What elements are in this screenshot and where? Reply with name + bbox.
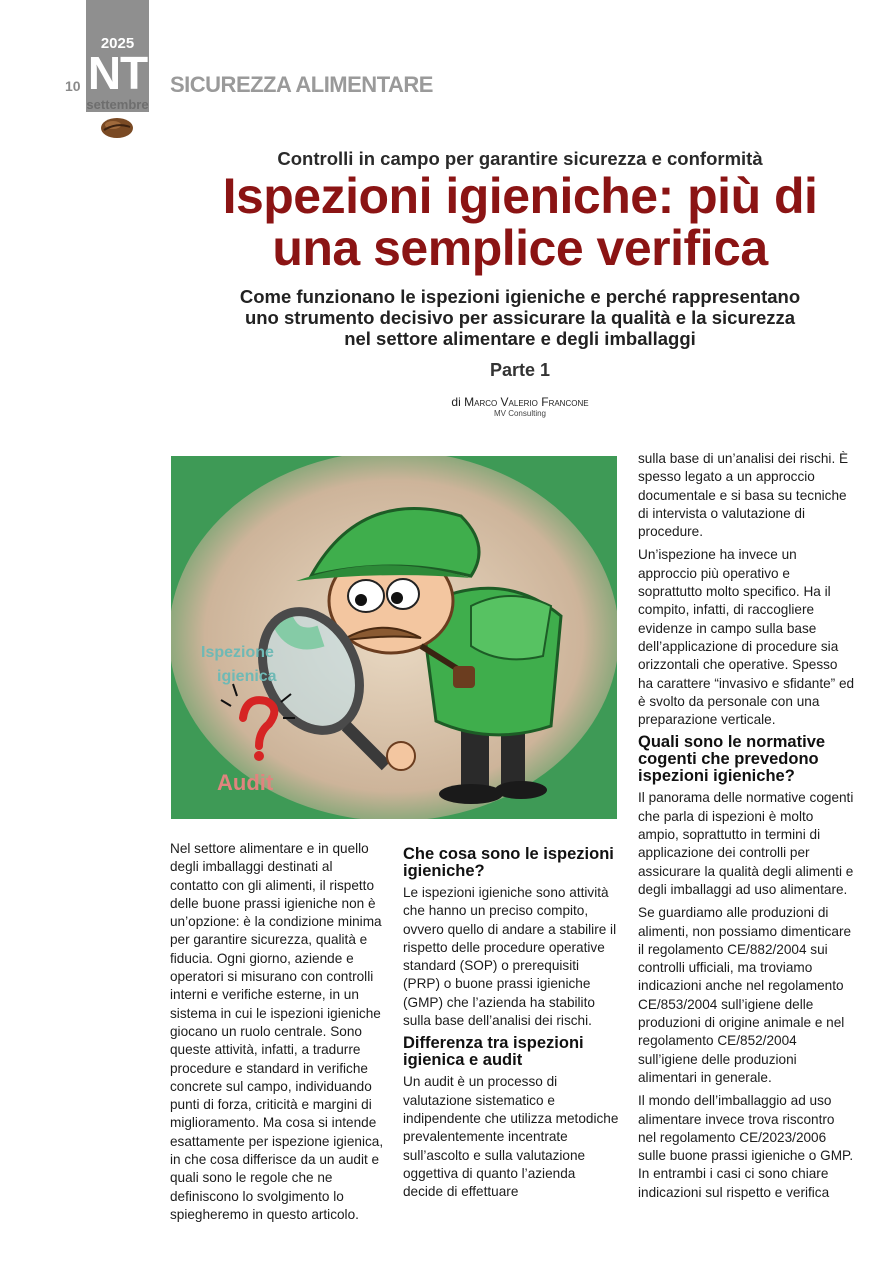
illustration-label-audit: Audit xyxy=(217,770,274,795)
paragraph: Se guardiamo alle produzioni di alimenti, non possiamo dimenticare il regolamento CE/882/2004 sui controlli ufficiali, ma troviamo indicazioni anche nel regolamento CE/853/2004 sull’igiene delle produzioni di origine animale e nel regolamento CE/852/2004 sull’igiene delle produzioni alimentari in generale. xyxy=(638,905,852,1085)
subtitle-line-2: uno strumento decisivo per assicurare la qualità e la sicurezza xyxy=(244,307,796,328)
detective-icon xyxy=(171,456,617,819)
paragraph: Il panorama delle normative cogenti che parla di ispezioni è molto ampio, soprattutto in termini di applicazione dei controlli per assicurare la qualità degli alimenti e degli imballaggi ad uso alimentare. xyxy=(638,790,854,897)
author-prefix: di xyxy=(451,395,461,409)
article-part: Parte 1 xyxy=(489,360,551,380)
illustration-label-hygienic: igienica xyxy=(217,668,277,685)
article-kicker: Controlli in campo per garantire sicurezza e conformità xyxy=(277,148,763,169)
author-name: Marco Valerio Francone xyxy=(464,395,589,409)
section-heading: Quali sono le normative cogenti che prevedono ispezioni igieniche? xyxy=(638,733,826,786)
issue-month: settembre xyxy=(86,97,149,112)
article-subtitle xyxy=(150,286,890,349)
article-title xyxy=(140,170,892,274)
title-line-1: Ispezioni igieniche: più di xyxy=(222,168,818,224)
column-2 xyxy=(403,844,619,1206)
subtitle-line-3: nel settore alimentare e degli imballaggi xyxy=(344,328,696,349)
paragraph: Le ispezioni igieniche sono attività che hanno un preciso compito, ovvero quello di andare a stabilire il rispetto delle procedure operative standard (SOP) o prerequisiti (PRP) o buone prassi igieniche (GMP) che l’azienda ha stabilito sulla base dell’analisi dei rischi. xyxy=(403,885,617,1029)
paragraph: Nel settore alimentare e in quello degli imballaggi destinati al contatto con gli alimenti, il rispetto delle buone prassi igieniche non è un’opzione: è la condizione minima per garantire sicurezza, qualità e fiducia. Ogni giorno, aziende e operatori si misurano con controlli interni e verifiche esterne, in un sistema in cui le ispezioni igieniche giocano un ruolo centrale. Sono queste attività, infatti, a tradurre procedure e standard in verifiche concrete sul campo, individuando punti di forza, criticità e margini di miglioramento. Ma cosa si intende esattamente per ispezione igienica, in che cosa differisce da un audit e quali sono le regole che ne definiscono lo svolgimento lo spiegheremo in questo articolo. xyxy=(170,841,384,1222)
section-label: SICUREZZA ALIMENTARE xyxy=(170,72,433,97)
title-line-2: una semplice verifica xyxy=(272,220,768,276)
page-number: 10 xyxy=(65,78,81,94)
magazine-logo: NT xyxy=(87,47,148,99)
author-affiliation: MV Consulting xyxy=(493,409,547,418)
column-1 xyxy=(170,840,384,1229)
paragraph: Il mondo dell’imballaggio ad uso alimentare invece trova riscontro nel regolamento CE/2023/2006 sulle buone prassi igieniche o GMP. In entrambi i casi ci sono chiare indicazioni sul rispetto e verifica xyxy=(638,1093,854,1200)
illustration-label-inspection: Ispezione xyxy=(201,644,274,661)
byline xyxy=(150,395,890,409)
coffee-bean-icon xyxy=(100,116,134,140)
section-heading: Che cosa sono le ispezioni igieniche? xyxy=(403,845,614,880)
section-heading: Differenza tra ispezioni igienica e audit xyxy=(403,1034,584,1070)
issue-year: 2025 xyxy=(100,35,135,52)
article-illustration xyxy=(171,456,617,819)
subtitle-line-1: Come funzionano le ispezioni igieniche e perché rappresentano xyxy=(239,286,801,307)
paragraph: Un audit è un processo di valutazione sistematico e indipendente che utilizza metodiche prevalentemente incentrate sull’ascolto e sulla valutazione oggettiva di quanto l’azienda decide di effettuare xyxy=(403,1074,619,1200)
column-3 xyxy=(638,450,856,1207)
paragraph: sulla base di un’analisi dei rischi. È spesso legato a un approccio documentale e si basa su tecniche di intervista o valutazione di procedure. xyxy=(638,451,849,540)
magazine-tab xyxy=(86,0,149,112)
paragraph: Un’ispezione ha invece un approccio più operativo e soprattutto molto specifico. Ha il compito, infatti, di raccogliere evidenze in campo sulla base dell’applicazione di procedure sia orizzontali che operative. Spesso ha carattere “invasivo e sfidante” ed è svolto da personale con una preparazione verticale. xyxy=(638,547,855,728)
